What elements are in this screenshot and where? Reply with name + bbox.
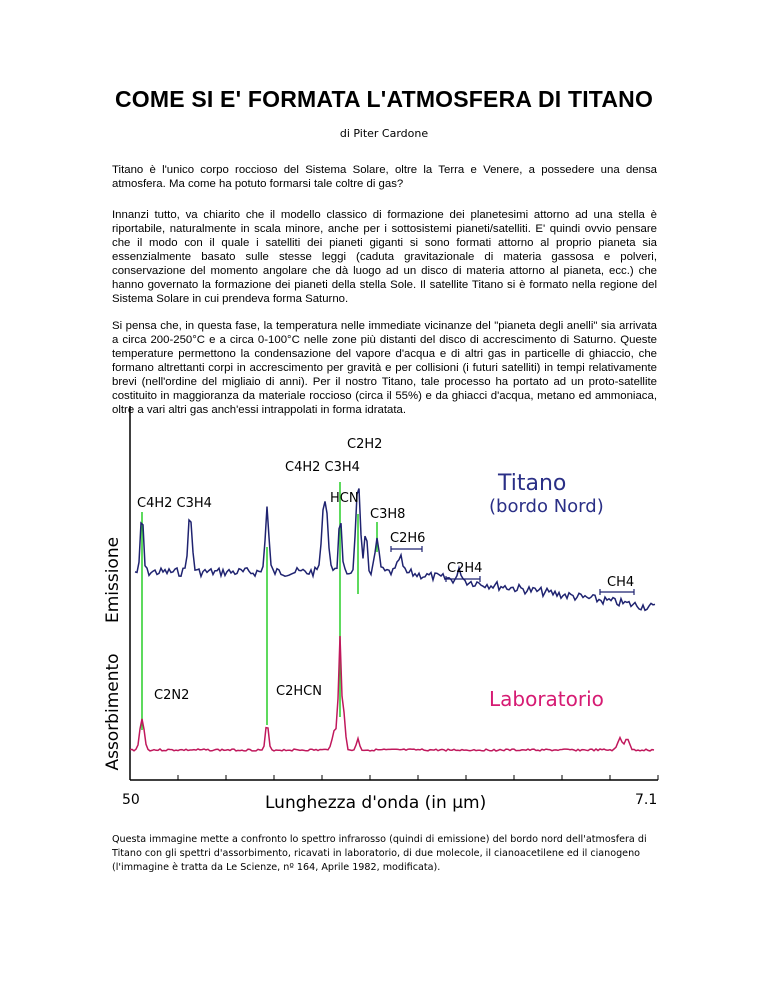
paragraph-2: Innanzi tutto, va chiarito che il modello classico di formazione dei planetesimi attorno ad una stella è riportabile, naturalmente in scala minore, anche per i sottosistemi pianeti/satelliti. E' quindi ovvio pensare che il modo con il quale i satelliti dei pianeti giganti si sono formati attorno al proprio pianeta sia essenzialmente basato sulle stesse leggi (caduta gravitazionale di materia gassosa e polveri, conservazione del momento angolare che dà luogo ad un disco di materia attorno al pianeta, ecc.) che hanno governato la formazione dei pianeti della stella Sole. Il satellite Titano si è formato nella regione del Sistema Solare in cui prendeva forma Saturno.: [112, 209, 657, 305]
y-label-absorption: Assorbimento: [103, 653, 123, 771]
label-hcn: HCN: [330, 491, 359, 506]
label-c2h6: C2H6: [390, 531, 426, 546]
label-c4h2-c3h4-center: C4H2 C3H4: [285, 460, 360, 475]
x-start-label: 50: [122, 792, 140, 808]
y-label-emission: Emissione: [103, 536, 123, 624]
label-c3h8: C3H8: [370, 507, 406, 522]
label-c4h2-c3h4-left: C4H2 C3H4: [137, 496, 212, 511]
paragraph-1: Titano è l'unico corpo roccioso del Sistema Solare, oltre la Terra e Venere, a possedere una densa atmosfera. Ma come ha potuto formarsi tale coltre di gas?: [112, 164, 657, 190]
titan-sublabel: (bordo Nord): [489, 496, 604, 517]
page-title: COME SI E' FORMATA L'ATMOSFERA DI TITANO: [114, 86, 654, 112]
spectrum-figure: [100, 392, 666, 818]
label-c2h4: C2H4: [447, 561, 483, 576]
laboratory-label: Laboratorio: [489, 687, 604, 711]
label-c2hcn: C2HCN: [276, 684, 322, 699]
x-end-label: 7.1: [635, 792, 658, 808]
label-c2h2: C2H2: [347, 437, 383, 452]
label-c2n2: C2N2: [154, 688, 190, 703]
titan-label: Titano: [498, 471, 567, 496]
x-axis-label: Lunghezza d'onda (in µm): [265, 793, 487, 813]
figure-caption: Questa immagine mette a confronto lo spettro infrarosso (quindi di emissione) del bordo nord dell'atmosfera di Titano con gli spettri d'assorbimento, ricavati in laboratorio, di due molecole, il cianoacetilene ed il cianogeno (l'immagine è tratta da Le Scienze, nº 164, Aprile 1982, modificata).: [112, 834, 647, 873]
label-ch4: CH4: [607, 575, 635, 590]
paragraph-3: Si pensa che, in questa fase, la temperatura nelle immediate vicinanze del "pianeta degli anelli" sia arrivata a circa 200-250°C e a circa 0-100°C nelle zone più distanti del disco di accrescimento di Saturno. Queste temperature permettono la condensazione del vapore d'acqua e di altri gas in particelle di ghiaccio, che formano altrettanti corpi in accrescimento per gravità e per collisioni (i futuri satelliti) in tempi relativamente brevi (nell'ordine del migliaio di anni). Per il nostro Titano, tale processo ha portato ad un proto-satellite costituito in maggioranza da materiale roccioso (circa il 55%) e da ghiacci d'acqua, metano ed ammoniaca, oltre a vari altri gas anch'essi intrappolati in forma idratata.: [112, 320, 657, 416]
author-line: di Piter Cardone: [339, 127, 429, 140]
